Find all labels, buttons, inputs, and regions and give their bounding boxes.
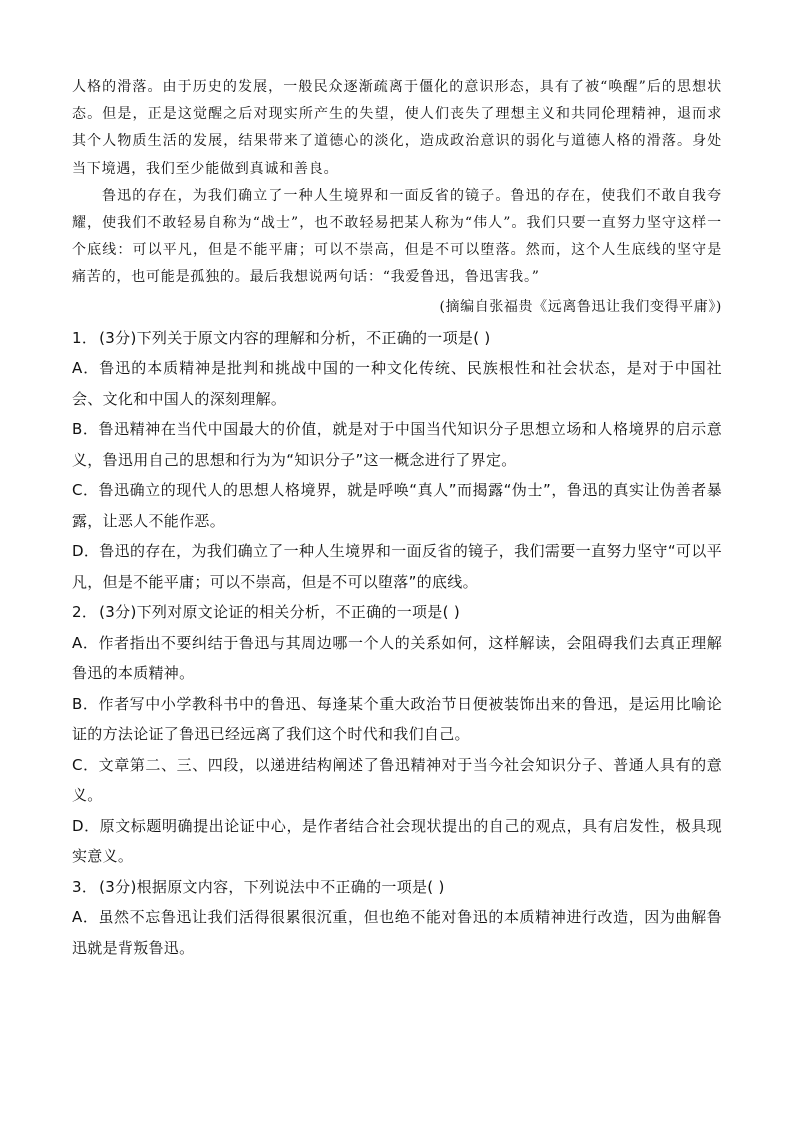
document-page (72, 74, 722, 963)
question-text: (3分)下列关于原文内容的理解和分析，不正确的一项是( ) (99, 328, 491, 347)
question-list (72, 323, 722, 964)
option-d: D．鲁迅的存在，为我们确立了一种人生境界和一面反省的镜子，我们需要一直努力坚守“可以平凡，但是不能平庸；可以不崇高，但是不可以堕落”的底线。 (72, 542, 722, 591)
question-number: 1． (72, 328, 98, 347)
question-stem (72, 597, 722, 628)
option-b: B．作者写中小学教科书中的鲁迅、每逢某个重大政治节日便被装饰出来的鲁迅，是运用比喻论证的方法论证了鲁迅已经远离了我们这个时代和我们自己。 (72, 694, 722, 744)
option-d: D．原文标题明确提出论证中心，是作者结合社会现状提出的自己的观点，具有启发性，极具现实意义。 (72, 816, 722, 866)
option-a: A．作者指出不要纠结于鲁迅与其周边哪一个人的关系如何，这样解读，会阻碍我们去真正理解鲁迅的本质精神。 (72, 633, 722, 683)
option-a: A．鲁迅的本质精神是批判和挑战中国的一种文化传统、民族根性和社会状态，是对于中国社会、文化和中国人的深刻理解。 (72, 359, 722, 408)
question-3 (72, 872, 722, 964)
reading-passage (72, 74, 722, 321)
option-b: B．鲁迅精神在当代中国最大的价值，就是对于中国当代知识分子思想立场和人格境界的启示意义，鲁迅用自己的思想和行为为“知识分子”这一概念进行了界定。 (72, 420, 722, 469)
question-1 (72, 323, 722, 598)
option-a: A．虽然不忘鲁迅让我们活得很累很沉重，但也绝不能对鲁迅的本质精神进行改造，因为曲解鲁迅就是背叛鲁迅。 (72, 908, 722, 957)
question-stem (72, 323, 722, 354)
option-c: C．鲁迅确立的现代人的思想人格境界，就是呼唤“真人”而揭露“伪士”，鲁迅的真实让伪善者暴露，让恶人不能作恶。 (72, 481, 722, 530)
passage-paragraph-2: 鲁迅的存在，为我们确立了一种人生境界和一面反省的镜子。鲁迅的存在，使我们不敢自我夸耀，使我们不敢轻易自称为“战士”，也不敢轻易把某人称为“伟人”。我们只要一直努力坚守这样一个底线：可以平凡，但是不能平庸；可以不崇高，但是不可以堕落。然而，这个人生底线的坚守是痛苦的，也可能是孤独的。最后我想说两句话：“我爱鲁迅，鲁迅害我。” (72, 187, 722, 286)
question-stem (72, 872, 722, 903)
passage-source: (摘编自张福贵《远离鲁迅让我们变得平庸》) (439, 298, 722, 315)
option-c: C．文章第二、三、四段，以递进结构阐述了鲁迅精神对于当今社会知识分子、普通人具有的意义。 (72, 755, 722, 805)
question-text: (3分)下列对原文论证的相关分析，不正确的一项是( ) (99, 603, 460, 622)
passage-paragraph-1: 人格的滑落。由于历史的发展，一般民众逐渐疏离于僵化的意识形态，具有了被“唤醒”后的思想状态。但是，正是这觉醒之后对现实所产生的失望，使人们丧失了理想主义和共同伦理精神，退而求其个人物质生活的发展，结果带来了道德心的淡化，造成政治意识的弱化与道德人格的滑落。身处当下境遇，我们至少能做到真诚和善良。 (72, 79, 722, 177)
question-2 (72, 597, 722, 872)
question-text: (3分)根据原文内容，下列说法中不正确的一项是( ) (99, 877, 445, 896)
question-number: 2． (72, 603, 98, 622)
question-number: 3． (72, 877, 98, 896)
